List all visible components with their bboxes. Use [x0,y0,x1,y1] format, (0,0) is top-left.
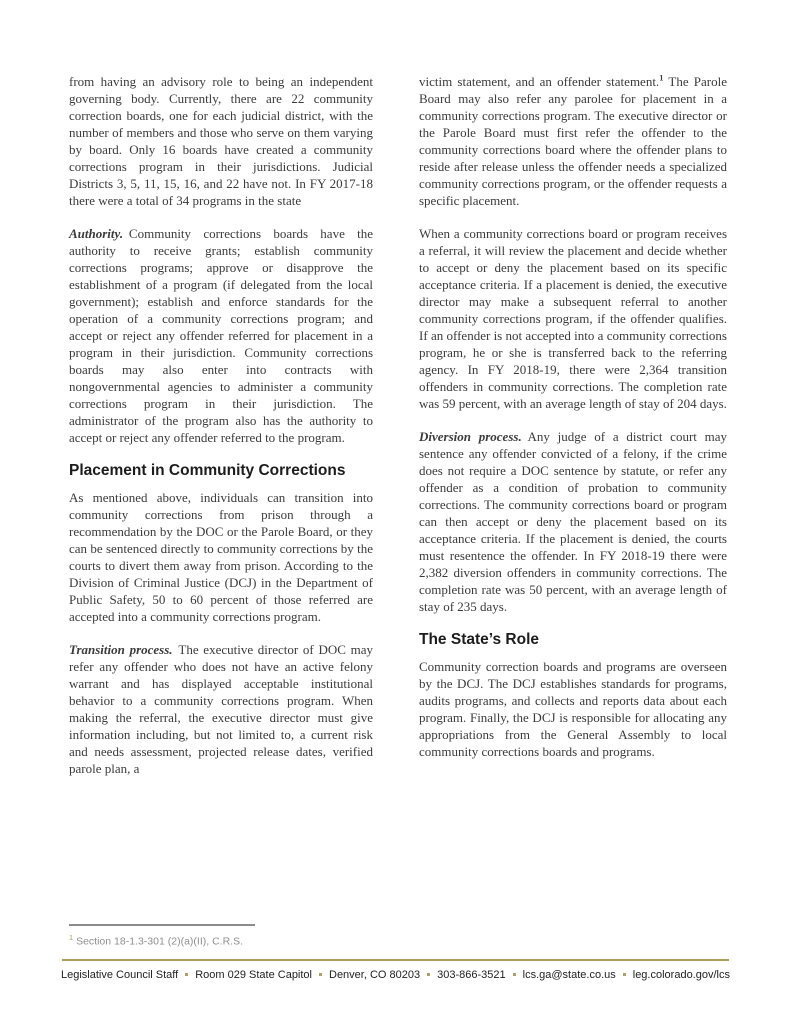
section-heading: Placement in Community Corrections [69,462,346,479]
paragraph [419,658,727,760]
paragraph-lead-in: Diversion process. [419,429,522,444]
footer-accent-rule [62,959,729,961]
footnote-separator-rule [69,924,255,926]
footnote-marker: 1 [69,933,74,942]
footer-items [61,969,730,981]
left-column [69,73,373,793]
paragraph [69,489,373,625]
paragraph-text: The Parole Board may also refer any parolee for placement in a community corrections program. The executive director or the Parole Board must first refer the offender to the community corrections board where the offender plans to reside after release unless the offender needs a specialized community corrections program, or the offender requests a specific placement. [419,74,727,208]
footer-item: 303-866-3521 [437,969,506,981]
bullet-separator-icon [319,973,322,976]
bullet-separator-icon [427,973,430,976]
bullet-separator-icon [513,973,516,976]
paragraph [419,428,727,615]
two-column-layout [69,73,727,793]
bullet-separator-icon [185,973,188,976]
footer-item: leg.colorado.gov/lcs [632,969,730,981]
paragraph [69,73,373,209]
paragraph-text: victim statement, and an offender statement. [419,74,660,89]
paragraph-text: Community correction boards and programs are overseen by the DCJ. The DCJ establishes standards for programs, audits programs, and collects and reports data about each program. Finally, the DCJ is responsible for allocating any appropriations from the General Assembly to local community corrections boards and programs. [419,659,727,759]
paragraph [69,641,373,777]
footer-item: Denver, CO 80203 [329,969,421,981]
footnote-reference: 1 [659,72,664,83]
paragraph [419,225,727,412]
paragraph-text: Community corrections boards have the authority to receive grants; establish community corrections programs; approve or disapprove the establishment of a program (if delegated from the local government); establish and enforce standards for the operation of a community corrections program; and accept or reject any offender referred for placement in a program in their jurisdiction. Community corrections boards may also enter into contracts with nongovernmental agencies to administer a community corrections program in their jurisdiction. The administrator of the program also has the authority to accept or reject any offender referred to the program. [69,226,373,445]
footer-item: Room 029 State Capitol [195,969,312,981]
section-heading: The State’s Role [419,631,540,648]
footnote-text: Section 18-1.3-301 (2)(a)(II), C.R.S. [76,935,243,948]
paragraph-lead-in: Authority. [69,226,124,241]
paragraph-text: As mentioned above, individuals can transition into community corrections from prison through a recommendation by the DOC or the Parole Board, or they can be sentenced directly to community corrections by the courts to divert them away from prison. According to the Division of Criminal Justice (DCJ) in the Department of Public Safety, 50 to 60 percent of those referred are accepted into a community corrections program. [69,490,373,624]
footer-item: lcs.ga@state.co.us [522,969,616,981]
footer-item: Legislative Council Staff [61,969,179,981]
paragraph-text: Any judge of a district court may sentence any offender convicted of a felony, if the crime does not require a DOC sentence by statute, or refer any offender as a condition of probation to community corrections. The community corrections board or program can then accept or deny the placement based on its acceptance criteria. If the placement is denied, the courts must resentence the offender. In FY 2018-19 there were 2,382 diversion offenders in community corrections. The completion rate was 50 percent, with an average length of stay of 235 days. [419,429,727,614]
page-footer [0,969,791,981]
paragraph-lead-in: Transition process. [69,642,173,657]
bullet-separator-icon [623,973,626,976]
paragraph-text: from having an advisory role to being an independent governing body. Currently, there are 22 community correction boards, one for each judicial district, with the number of members and those who serve on them varying by board. Only 16 boards have created a community corrections program in their jurisdictions. Judicial Districts 3, 5, 11, 15, 16, and 22 have not. In FY 2017-18 there were a total of 34 programs in the state [69,74,373,208]
paragraph-text: When a community corrections board or program receives a referral, it will review the placement and decide whether to accept or deny the placement based on its specific acceptance criteria. If a placement is denied, the executive director may make a subsequent referral to another community corrections program, if the offender qualifies. If an offender is not accepted into a community corrections program, he or she is transferred back to the referring agency. In FY 2018-19, there were 2,364 transition offenders in community corrections. The completion rate was 59 percent, with an average length of stay of 204 days. [419,226,727,411]
paragraph [419,73,727,209]
right-column [419,73,727,793]
paragraph [69,225,373,446]
footnote [69,933,243,948]
paragraph-text: The executive director of DOC may refer any offender who does not have an active felony warrant and has displayed acceptable institutional behavior to a community corrections program. When making the referral, the executive director must give information including, but not limited to, a current risk and needs assessment, projected release dates, verified parole plan, a [69,642,373,776]
